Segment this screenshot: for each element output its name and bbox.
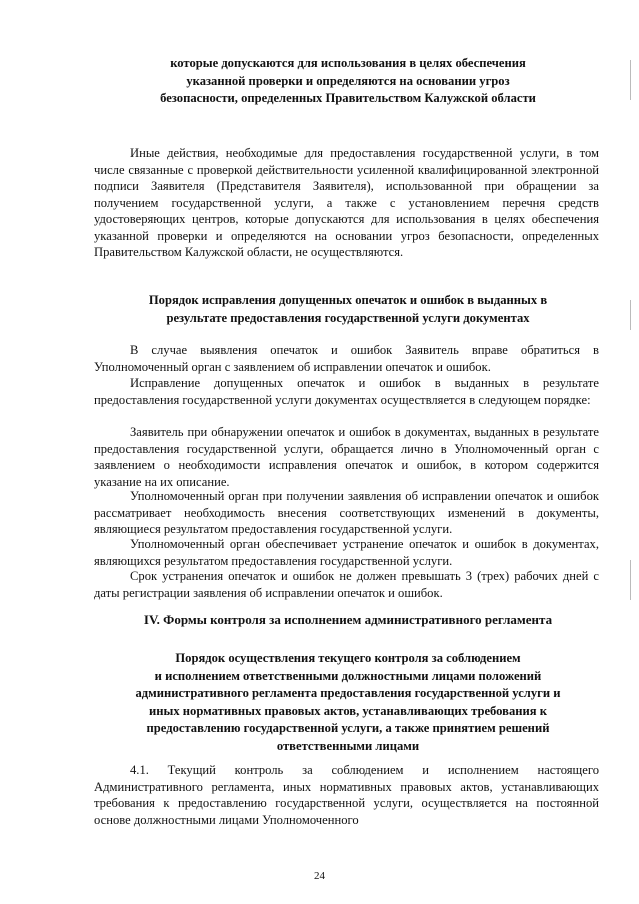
scan-edge-mark: [630, 60, 631, 100]
heading-line: Порядок осуществления текущего контроля за соблюдением: [175, 651, 521, 665]
heading-line: которые допускаются для использования в целях обеспечения: [170, 56, 526, 70]
heading-line: Порядок исправления допущенных опечаток и ошибок в выданных в: [148, 293, 548, 307]
scan-edge-mark: [630, 300, 631, 330]
heading-line: безопасности, определенных Правительством Калужской области: [160, 91, 536, 105]
paragraph-4-1: 4.1. Текущий контроль за соблюдением и исполнением настоящего Административного регламента, иных нормативных правовых актов, устанавливающих требования к предоставлению государственной услуги, осуществляется на постоянной основе должностными лицами Уполномоченного: [94, 763, 599, 827]
heading-line: ответственными лицами: [276, 738, 420, 753]
section-iv-title: IV. Формы контроля за исполнением административного регламента: [143, 612, 553, 627]
heading-line: иных нормативных правовых актов, устанавливающих требования к: [149, 703, 547, 718]
heading-line: и исполнением ответственными должностными лицами положений: [154, 668, 542, 683]
heading-line: предоставлению государственной услуги, а также принятием решений: [146, 721, 550, 735]
paragraph-errors-6: Срок устранения опечаток и ошибок не должен превышать 3 (трех) рабочих дней с даты регистрации заявления об исправлении опечаток и ошибок.: [94, 569, 599, 600]
heading-line: административного регламента предоставления государственной услуги и: [135, 686, 561, 700]
scan-edge-mark: [630, 560, 631, 600]
heading-line: указанной проверки и определяются на основании угроз: [186, 73, 510, 88]
heading-line: результате предоставления государственной услуги документах: [166, 310, 530, 325]
heading-current-control: [88, 650, 608, 755]
page-number: 24: [314, 870, 325, 882]
paragraph-errors-4: Уполномоченный орган при получении заявления об исправлении опечаток и ошибок рассматривает необходимость внесения соответствующих изменений в документы, являющиеся результатом предоставления государственной услуги.: [94, 489, 599, 536]
paragraph-errors-1: В случае выявления опечаток и ошибок Заявитель вправе обратиться в Уполномоченный орган с заявлением об исправлении опечаток и ошибок.: [94, 343, 599, 374]
paragraph-other-actions: Иные действия, необходимые для предоставления государственной услуги, в том числе связанные с проверкой действительности усиленной квалифицированной электронной подписи Заявителя (Представителя Заявителя), использованной при обращении за получением государственной услуги, а также с установлением перечня средств удостоверяющих центров, которые допускаются для использования в целях обеспечения указанной проверки и определяются на основании угроз безопасности, определенных Правительством Калужской области, не осуществляются.: [94, 146, 599, 259]
paragraph-errors-5: Уполномоченный орган обеспечивает устранение опечаток и ошибок в документах, являющихся результатом предоставления государственной услуги.: [94, 537, 599, 568]
heading-continuation: [88, 55, 608, 108]
heading-errors: [88, 292, 608, 327]
paragraph-errors-2: Исправление допущенных опечаток и ошибок в выданных в результате предоставления государственной услуги документах осуществляется в следующем порядке:: [94, 376, 599, 407]
paragraph-errors-3: Заявитель при обнаружении опечаток и ошибок в документах, выданных в результате предоставления государственной услуги, обращается лично в Уполномоченный орган с заявлением о необходимости исправления опечаток и ошибок, в котором содержится указание на их описание.: [94, 425, 599, 489]
